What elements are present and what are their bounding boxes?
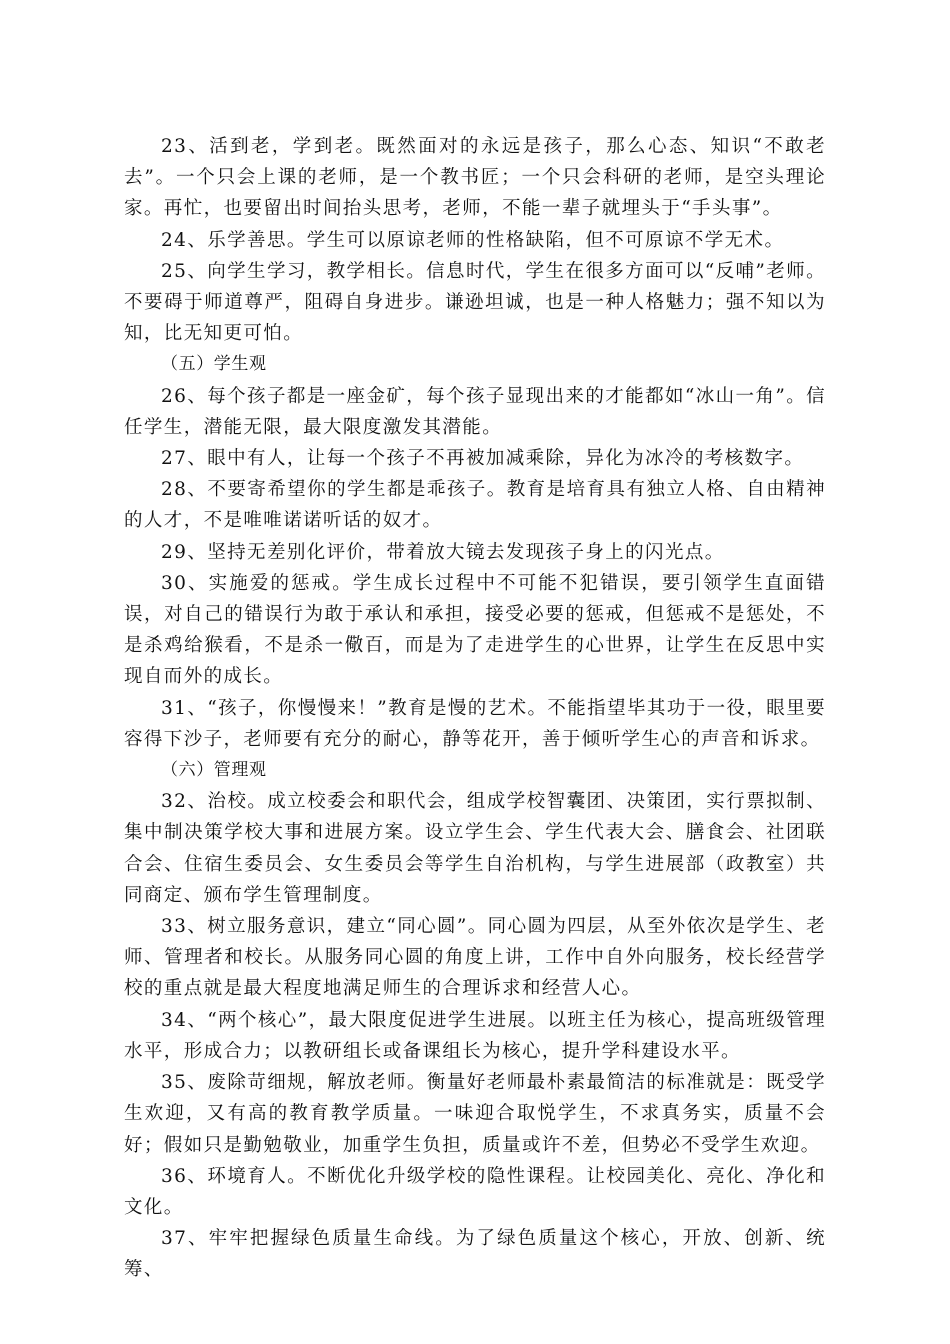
paragraph-35: 35、废除苛细规，解放老师。衡量好老师最朴素最简洁的标准就是：既受学生欢迎，又有高的教育教学质量。一味迎合取悦学生，不求真务实，质量不会好；假如只是勤勉敬业，加重学生负担，质量或许不差，但势必不受学生欢迎。 <box>124 1072 826 1156</box>
paragraph-24: 24、乐学善思。学生可以原谅老师的性格缺陷，但不可原谅不学无术。 <box>161 229 785 251</box>
paragraph-36: 36、环境育人。不断优化升级学校的隐性课程。让校园美化、亮化、净化和文化。 <box>124 1165 826 1218</box>
paragraph-30: 30、实施爱的惩戒。学生成长过程中不可能不犯错误，要引领学生直面错误，对自己的错误行为敢于承认和承担，接受必要的惩戒，但惩戒不是惩处，不是杀鸡给猴看，不是杀一儆百，而是为了走进学生的心世界，让学生在反思中实现自而外的成长。 <box>124 572 826 688</box>
paragraph-28: 28、不要寄希望你的学生都是乖孩子。教育是培育具有独立人格、自由精神的人才，不是唯唯诺诺听话的奴才。 <box>124 479 826 532</box>
paragraph-26: 26、每个孩子都是一座金矿，每个孩子显现出来的才能都如“冰山一角”。信任学生，潜能无限，最大限度激发其潜能。 <box>124 385 826 438</box>
section-heading-student-view: （五）学生观 <box>161 354 267 375</box>
paragraph-31: 31、“孩子，你慢慢来！”教育是慢的艺术。不能指望毕其功于一役，眼里要容得下沙子，老师要有充分的耐心，静等花开，善于倾听学生心的声音和诉求。 <box>124 697 826 750</box>
paragraph-37: 37、牢牢把握绿色质量生命线。为了绿色质量这个核心，开放、创新、统筹、 <box>124 1228 826 1281</box>
paragraph-32: 32、治校。成立校委会和职代会，组成学校智囊团、决策团，实行票拟制、集中制决策学校大事和进展方案。设立学生会、学生代表大会、膳食会、社团联合会、住宿生委员会、女生委员会等学生自治机构，与学生进展部（政教室）共同商定、颁布学生管理制度。 <box>124 791 826 906</box>
paragraph-23: 23、活到老，学到老。既然面对的永远是孩子，那么心态、知识“不敢老去”。一个只会上课的老师，是一个教书匠；一个只会科研的老师，是空头理论家。再忙，也要留出时间抬头思考，老师，不能一辈子就埋头于“手头事”。 <box>124 136 826 220</box>
paragraph-34: 34、“两个核心”，最大限度促进学生进展。以班主任为核心，提高班级管理水平，形成合力；以教研组长或备课组长为核心，提升学科建设水平。 <box>124 1009 826 1062</box>
paragraph-29: 29、坚持无差别化评价，带着放大镜去发现孩子身上的闪光点。 <box>161 541 725 563</box>
paragraph-33: 33、树立服务意识，建立“同心圆”。同心圆为四层，从至外依次是学生、老师、管理者和校长。从服务同心圆的角度上讲，工作中自外向服务，校长经营学校的重点就是最大程度地满足师生的合理诉求和经营人心。 <box>124 916 826 1000</box>
paragraph-27: 27、眼中有人，让每一个孩子不再被加减乘除，异化为冰冷的考核数字。 <box>161 448 805 470</box>
section-heading-management-view: （六）管理观 <box>161 760 267 781</box>
document-page <box>124 131 826 1286</box>
paragraph-25: 25、向学生学习，教学相长。信息时代，学生在很多方面可以“反哺”老师。不要碍于师道尊严，阻碍自身进步。谦逊坦诚，也是一种人格魅力；强不知以为知，比无知更可怕。 <box>124 260 826 345</box>
